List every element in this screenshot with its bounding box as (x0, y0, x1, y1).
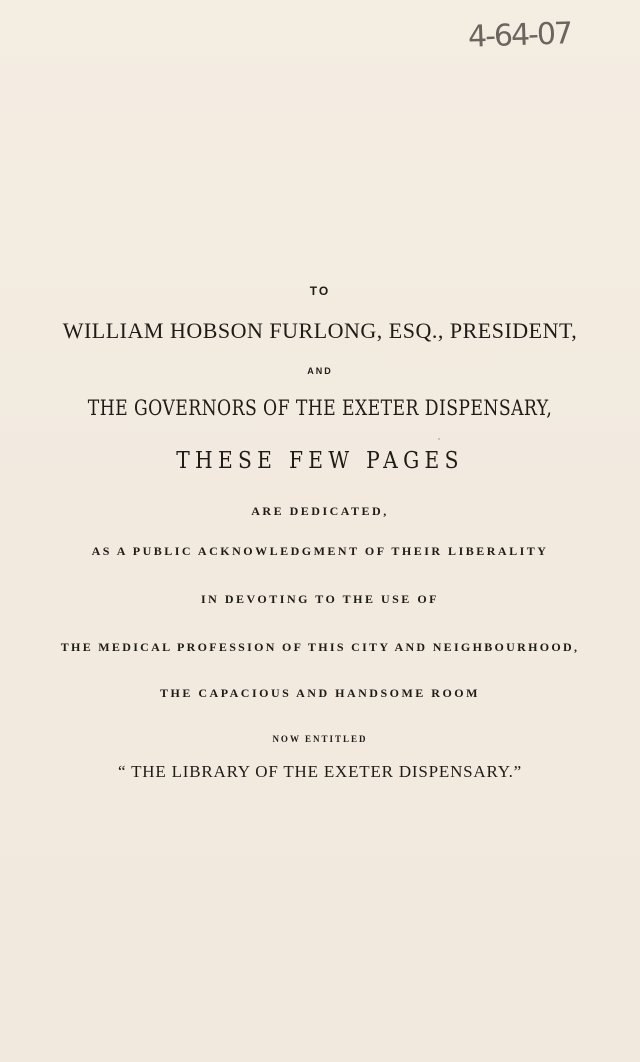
acknowledgment-line: AS A PUBLIC ACKNOWLEDGMENT OF THEIR LIBERALITY (91, 544, 549, 558)
paper-speck (438, 438, 440, 440)
dedicatee-name: WILLIAM HOBSON FURLONG, ESQ., PRESIDENT, (62, 318, 578, 343)
library-title-line: “ THE LIBRARY OF THE EXETER DISPENSARY.” (118, 762, 522, 781)
dedicated-line: ARE DEDICATED, (251, 504, 389, 518)
conjunction-and: AND (307, 366, 333, 376)
room-line: THE CAPACIOUS AND HANDSOME ROOM (160, 686, 480, 700)
medical-profession-line: THE MEDICAL PROFESSION OF THIS CITY AND NEIGHBOURHOOD, (60, 640, 580, 654)
handwritten-catalog-mark: 4-64-07 (467, 16, 572, 55)
dedication-to: TO (309, 284, 331, 298)
devoting-line: IN DEVOTING TO THE USE OF (201, 592, 439, 606)
few-pages-line: THESE FEW PAGES (176, 448, 464, 474)
governors-line: THE GOVERNORS OF THE EXETER DISPENSARY, (87, 396, 553, 420)
entitled-line: NOW ENTITLED (272, 734, 368, 744)
